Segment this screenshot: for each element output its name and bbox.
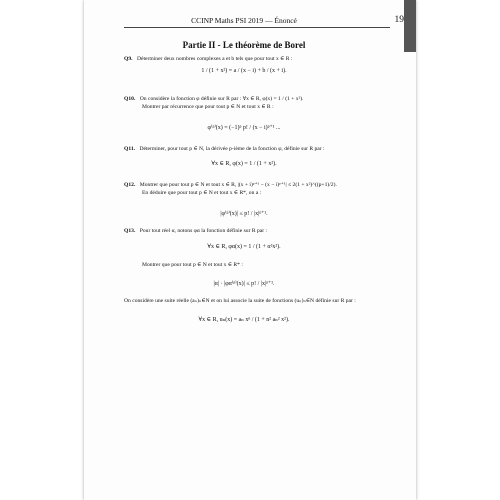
- question-q11: [124, 146, 394, 154]
- question-label: Q13.: [124, 228, 136, 234]
- formula-q13-1: ∀x ∈ R, φα(x) = 1 / (1 + α²x²).: [207, 244, 281, 250]
- page-number: 19: [394, 15, 404, 25]
- formula-q10: φ⁽ᵖ⁾(x) = (−1)ᵖ p! / (x − i)ᵖ⁺¹ ...: [207, 125, 281, 131]
- formula-q11: ∀x ∈ R, φ(x) = 1 / (1 + x²).: [211, 161, 277, 167]
- question-text: On considère la fonction φ définie sur R par : ∀x ∈ R, φ(x) = 1 / (1 + x²).: [139, 96, 304, 102]
- question-text: Pour tout réel α, notons φα la fonction définie sur R par :: [139, 228, 268, 234]
- question-text: Montrer que pour tout p ∈ N et tout x ∈ R, |(x + i)ᵖ⁺¹ − (x − i)ᵖ⁺¹| ≤ 2(1 + x²)^((p+1)/2).: [139, 182, 337, 188]
- formula-q13-2: |α| · |φα⁽ᵖ⁾(x)| ≤ p! / |x|ᵖ⁺¹.: [213, 281, 275, 287]
- question-text: Déterminer, pour tout p ∈ N, la dérivée p-ième de la fonction φ, définie sur R par :: [139, 146, 325, 152]
- question-q10: [124, 96, 394, 111]
- page-tab-marker: [404, 0, 416, 52]
- running-title: CCINP Maths PSI 2019 — Énoncé: [191, 16, 297, 25]
- final-paragraph: On considère une suite réelle (aₙ)ₙ∈N et on lui associe la suite de fonctions (uₙ)ₙ∈N définie sur R par :: [124, 298, 356, 304]
- question-q13: [124, 228, 394, 236]
- question-q12: [124, 182, 394, 197]
- question-label: Q9.: [124, 56, 133, 62]
- section-title: Partie II - Le théorème de Borel: [182, 40, 306, 50]
- formula-q12: |φ⁽ᵖ⁾(x)| ≤ p! / |x|ᵖ⁺¹.: [220, 211, 268, 217]
- question-q13-text2: [124, 262, 394, 270]
- formula-final: ∀x ∈ R, uₙ(x) = aₙ xⁿ / (1 + n² aₙ² x²).: [198, 317, 290, 323]
- book-page: [84, 0, 416, 500]
- question-text-2: Montrer par récurrence que pour tout p ∈ N et tout x ∈ R :: [142, 103, 274, 110]
- question-q9: [124, 56, 394, 64]
- header-rule: [124, 27, 390, 28]
- question-text-2: En déduire que pour tout p ∈ N et tout x ∈ R*, on a :: [142, 189, 262, 196]
- question-text: Déterminer deux nombres complexes a et b tels que pour tout x ∈ R :: [136, 56, 293, 62]
- question-label: Q10.: [124, 96, 136, 102]
- question-label: Q11.: [124, 146, 136, 152]
- question-text-2: Montrer que pour tout p ∈ N et tout x ∈ R* :: [142, 262, 243, 268]
- formula-q9: 1 / (1 + x²) = a / (x − i) + b / (x + i).: [201, 68, 287, 74]
- question-label: Q12.: [124, 182, 136, 188]
